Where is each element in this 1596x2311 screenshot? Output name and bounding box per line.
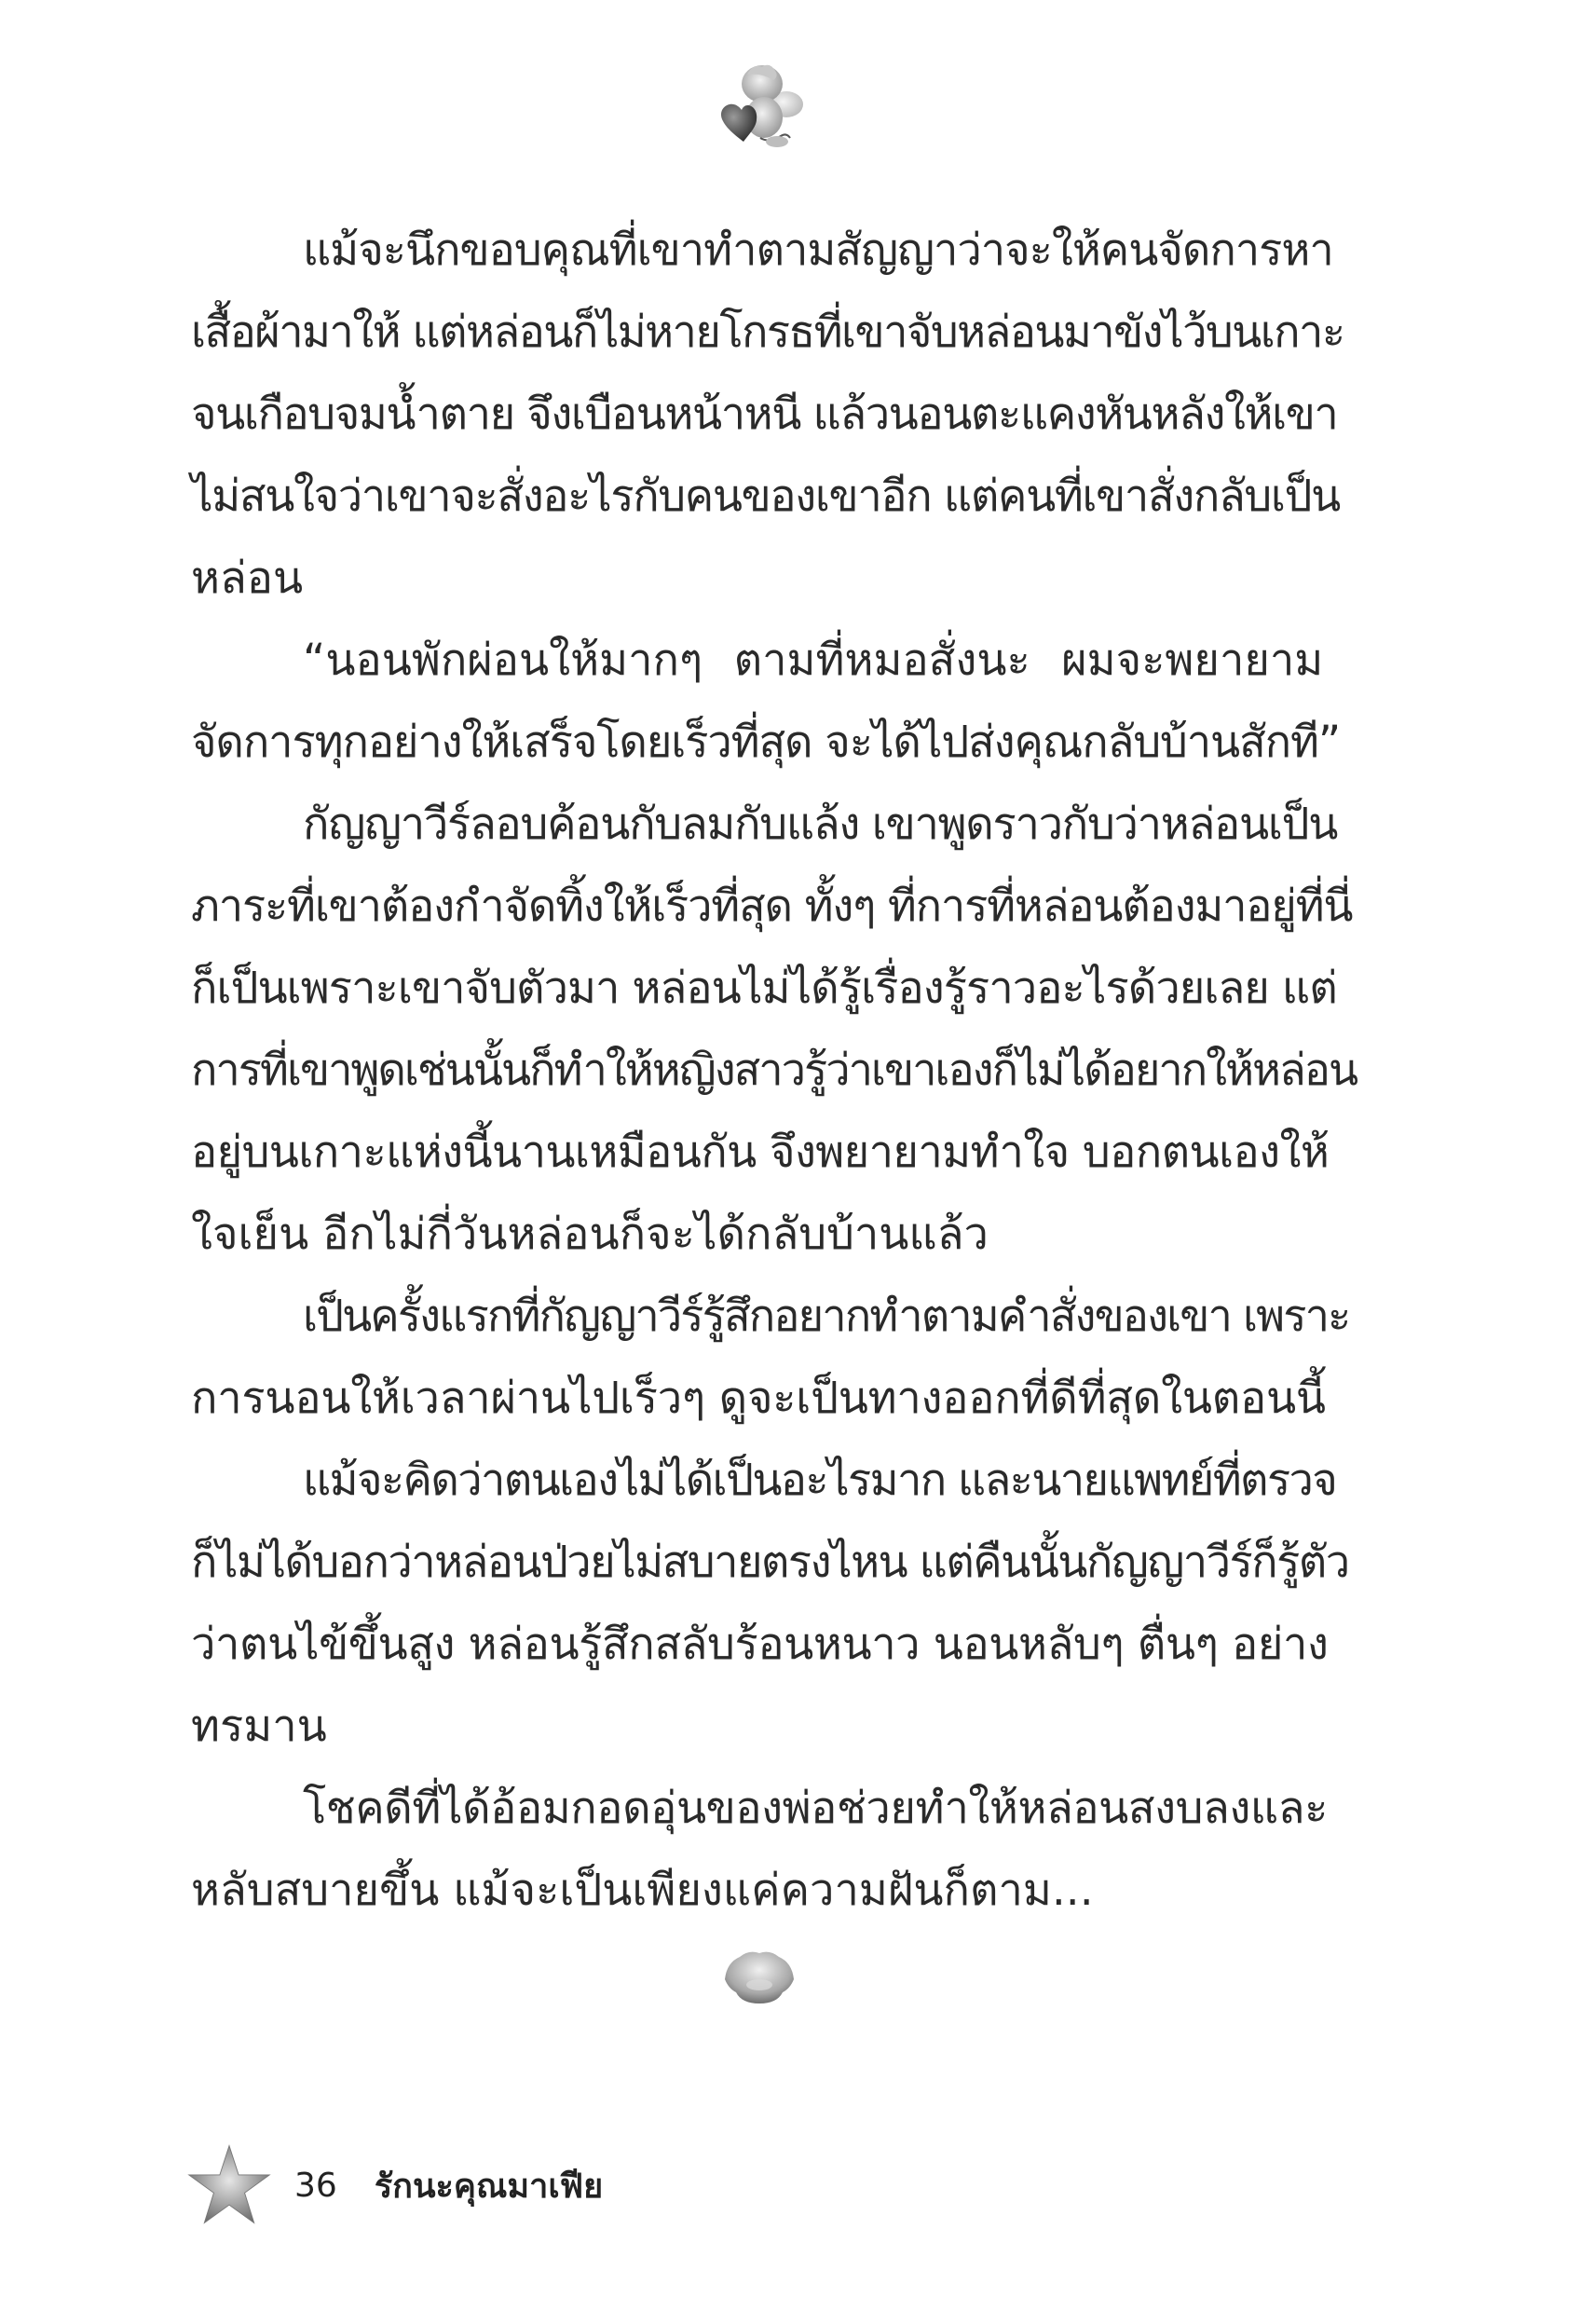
text-line: โชคดีที่ได้อ้อมกอดอุ่นของพ่อช่วยทำให้หล่อนสงบลงและ — [303, 1783, 1328, 1834]
starfish-icon — [186, 2142, 272, 2228]
text-line: “นอนพักผ่อนให้มากๆ ตามที่หมอสั่งนะ ผมจะพยายาม — [303, 635, 1324, 686]
text-line: แม้จะคิดว่าตนเองไม่ได้เป็นอะไรมาก และนายแพทย์ที่ตรวจ — [303, 1455, 1337, 1506]
text-line: ไม่สนใจว่าเขาจะสั่งอะไรกับคนของเขาอีก แต่คนที่เขาสั่งกลับเป็น — [191, 471, 1340, 522]
text-line: ว่าตนไข้ขึ้นสูง หล่อนรู้สึกสลับร้อนหนาว นอนหลับๆ ตื่นๆ อย่าง — [191, 1619, 1329, 1670]
text-line: แม้จะนึกขอบคุณที่เขาทำตามสัญญาว่าจะให้คนจัดการหา — [303, 225, 1333, 276]
book-title: รักนะคุณมาเฟีย — [374, 2167, 604, 2206]
text-line: ทรมาน — [191, 1701, 327, 1752]
text-line: หลับสบายขึ้น แม้จะเป็นเพียงแค่ความฝันก็ตาม... — [191, 1865, 1094, 1916]
text-line: ใจเย็น อีกไม่กี่วันหล่อนก็จะได้กลับบ้านแล้ว — [191, 1209, 989, 1260]
story-text — [191, 210, 1357, 1932]
text-line: การนอนให้เวลาผ่านไปเร็วๆ ดูจะเป็นทางออกที่ดีที่สุดในตอนนี้ — [191, 1373, 1326, 1424]
text-line: หล่อน — [191, 553, 304, 604]
text-line: กัญญาวีร์ลอบค้อนกับลมกับแล้ง เขาพูดราวกับว่าหล่อนเป็น — [303, 799, 1338, 850]
text-line: เสื้อผ้ามาให้ แต่หล่อนก็ไม่หายโกรธที่เขาจับหล่อนมาขังไว้บนเกาะ — [191, 307, 1344, 358]
scallop-shell-icon — [717, 1948, 801, 2013]
cherub-with-heart-icon — [708, 56, 811, 158]
text-line: การที่เขาพูดเช่นนั้นก็ทำให้หญิงสาวรู้ว่าเขาเองก็ไม่ได้อยากให้หล่อน — [191, 1045, 1357, 1096]
text-line: อยู่บนเกาะแห่งนี้นานเหมือนกัน จึงพยายามทำใจ บอกตนเองให้ — [191, 1127, 1330, 1178]
text-line: จนเกือบจมน้ำตาย จึงเบือนหน้าหนี แล้วนอนตะแคงหันหลังให้เขา — [191, 389, 1338, 440]
text-line: ก็ไม่ได้บอกว่าหล่อนป่วยไม่สบายตรงไหน แต่คืนนั้นกัญญาวีร์ก็รู้ตัว — [191, 1537, 1349, 1588]
page-number: 36 — [294, 2166, 337, 2205]
page-footer — [186, 2148, 603, 2222]
text-line: ภาระที่เขาต้องกำจัดทิ้งให้เร็วที่สุด ทั้งๆ ที่การที่หล่อนต้องมาอยู่ที่นี่ — [191, 881, 1353, 932]
text-line: จัดการทุกอย่างให้เสร็จโดยเร็วที่สุด จะได้ไปส่งคุณกลับบ้านสักที” — [191, 717, 1341, 768]
text-line: ก็เป็นเพราะเขาจับตัวมา หล่อนไม่ได้รู้เรื่องรู้ราวอะไรด้วยเลย แต่ — [191, 963, 1337, 1014]
text-line: เป็นครั้งแรกที่กัญญาวีร์รู้สึกอยากทำตามคำสั่งของเขา เพราะ — [303, 1291, 1350, 1342]
